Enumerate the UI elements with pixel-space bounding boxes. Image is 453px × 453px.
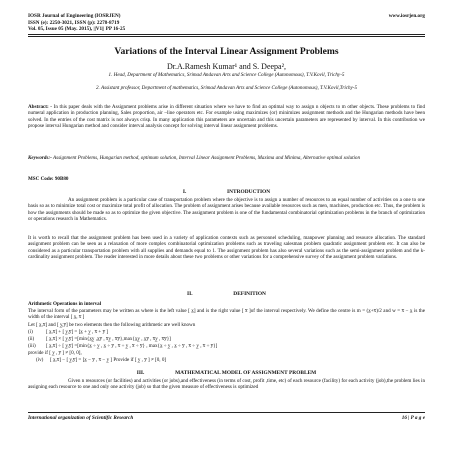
- journal-name: IOSR Journal of Engineering (IOSRJEN): [28, 13, 121, 19]
- abstract-label: Abstract: -: [28, 104, 52, 110]
- footer-organization: International organization of Scientific Research: [28, 415, 134, 421]
- journal-website[interactable]: www.iosrjen.org: [388, 13, 425, 19]
- definition-intro: The interval form of the parameters may be written as where is the left value [ x̲] and is the right value [ x̅ ]of the interval respectively. We define the centre is m = (x̲+x̅)/2 and w = x̅ − x̲ is the width of the interval [ x̲, x̅ ]: [28, 307, 425, 320]
- definition-let: Let [ x̲,x̅] and [ y̲,y̅] be two elements then the following arithmetic are well known: [28, 322, 196, 328]
- operation-row: [36, 357, 166, 363]
- abstract: [28, 104, 425, 129]
- footer-page-number: 16 | P a g e: [401, 415, 425, 421]
- paper-authors: Dr.A.Ramesh Kumar¹ and S. Deepa²,: [167, 62, 286, 71]
- keywords: [28, 155, 425, 161]
- subheading-arithmetic: Arithmetic Operations in interval: [28, 301, 102, 307]
- operation-formula: [ x̲,x̅] − [ y̲,y̅] = [x̲ − y̅ , x̅ − y̲ ] Provide if [ y̲ , y̅ ] ≠ [0, 0]: [50, 357, 167, 363]
- section-model-heading: [0, 370, 453, 376]
- section-title: INTRODUCTION: [227, 189, 271, 195]
- operation-condition: [28, 350, 82, 356]
- operation-label: (ii): [28, 336, 35, 342]
- paper-title: Variations of the Interval Linear Assignment Problems: [114, 46, 339, 57]
- section-definition-heading: [0, 291, 453, 297]
- affiliation-1: 1. Head, Department of Mathematics, Srimad Andavan Arts and Science College (Autonomous), T.V.Kovil, Trichy-5: [108, 72, 345, 78]
- abstract-text: In this paper deals with the Assignment problems arise in different situation where we have to find an optimal way to assign n objects to m other objects. These problems to find numeral application in production planning, Sales proportion, air –line operators etc. For example using maximizes (or) minimizes assignment methods and the Hungarian methods have been solved. In the entries of the cost matrix is not always crisp. In many application this parameters are uncertain and this uncertain parameters are represented by interval. In this contribution we propose interval Hungarian method and consider interval analysis concept for solving interval linear assignment problems.: [28, 104, 425, 129]
- operation-label: (iii): [28, 343, 36, 349]
- operation-row: [28, 343, 217, 349]
- keywords-label: Keywords:-: [28, 155, 52, 161]
- footer-rule: [28, 412, 425, 413]
- section-title: DEFINITION: [233, 291, 266, 297]
- journal-volume: Vol. 05, Issue 05 (May. 2015), ||V1|| PP 16-25: [28, 26, 126, 32]
- journal-issn: ISSN (e): 2250-3021, ISSN (p): 2278-8719: [28, 19, 120, 26]
- section-introduction-heading: [0, 189, 453, 195]
- section-title: MATHEMATICAL MODEL OF ASSIGNMENT PROBLEM: [175, 370, 317, 376]
- operation-row: [28, 329, 108, 335]
- operation-formula: [ x̲,x̅] × [ y̲,y̅] =[min{x̲y̲ ,x̲y̅ , x̅y̲ , x̅y̅},max{x̲y̲ , x̲y̅ , x̅y̲ , x̅y̅}]: [46, 336, 171, 342]
- operation-formula: provide if [ y̲ , y̅ ] ≠ [0, 0],: [28, 350, 82, 356]
- operation-formula: [ x̲,x̅] ÷ [ y̲,y̅] =[min{x̲ ÷ y̲ , x̲ ÷ y̅ , x̅ ÷ y̲ , x̅ ÷ y̅} , max{x̲ ÷ y̲ , x̲ ÷ y̅ , x̅ ÷ y̲ , x̅ ÷ y̅}]: [46, 343, 218, 349]
- intro-paragraph-1: An assignment problem is a particular case of transportation problem where the objective is to assign a number of resources to an equal number of activities on a one to one basis so as to minimize total cost or maximize total profit of allocation. The problem of assignment arises because available resources such as men, machines, production etc. Thus, the problem is how the assignments should be made so as to optimize the given objective. The assignment problem is one of the fundamental combinatorial optimization problems in the branch of optimization or operations research in Mathematics.: [28, 197, 425, 222]
- operation-label: (i): [28, 329, 33, 335]
- operation-formula: [ x̲,x̅] + [ y̲,y̅] = [x̲ + y̲ , x̅ + y̅ ]: [46, 329, 109, 335]
- section-number: III.: [136, 370, 145, 376]
- operation-label: (iv): [36, 357, 44, 363]
- header-rule-thin: [28, 36, 425, 37]
- section-number: I.: [182, 189, 187, 195]
- operation-row: [28, 336, 171, 342]
- msc-code: MSC Code: 90B80: [28, 176, 69, 182]
- section-number: II.: [187, 291, 193, 297]
- keywords-text: Assignment Problems, Hungarian method, optimum solution, Interval Linear Assignment Problems, Maxima and Minima, Alternative optimal solution: [52, 155, 360, 161]
- intro-paragraph-2: It is worth to recall that the assignment problem has been used in a variety of application contexts such as personnel scheduling, manpower planning and resource allocation. The standard assignment problem can be seen as a relaxation of more complex combinatorial optimization problems such as traveling salesman problem quadratic assignment problem etc. It can also be considered as a particular transportation problem with all supplies and demands equal to 1. The assignment problem has also several variations such as the semi-assignment problem and the k-cardinality assignment problem. The reader interested in more details about these two problems or other variations for a comprehensive survey of the assignment problem variations.: [28, 235, 425, 260]
- affiliation-2: 2. Assistant professor, Department of mathematics, Srimad Andavan Arts and Science College (Autonomous), T.V.Kovil,Trichy-5: [95, 85, 358, 91]
- model-paragraph: Given n resources (or facilities) and activities (or jobs),and effectiveness (in terms of cost, profit ,time, etc) of each resource (facility) for each activity (job),the problem lies in assigning each resource to one and only one activity (job) so that the given measure of effectiveness is optimized: [28, 378, 425, 391]
